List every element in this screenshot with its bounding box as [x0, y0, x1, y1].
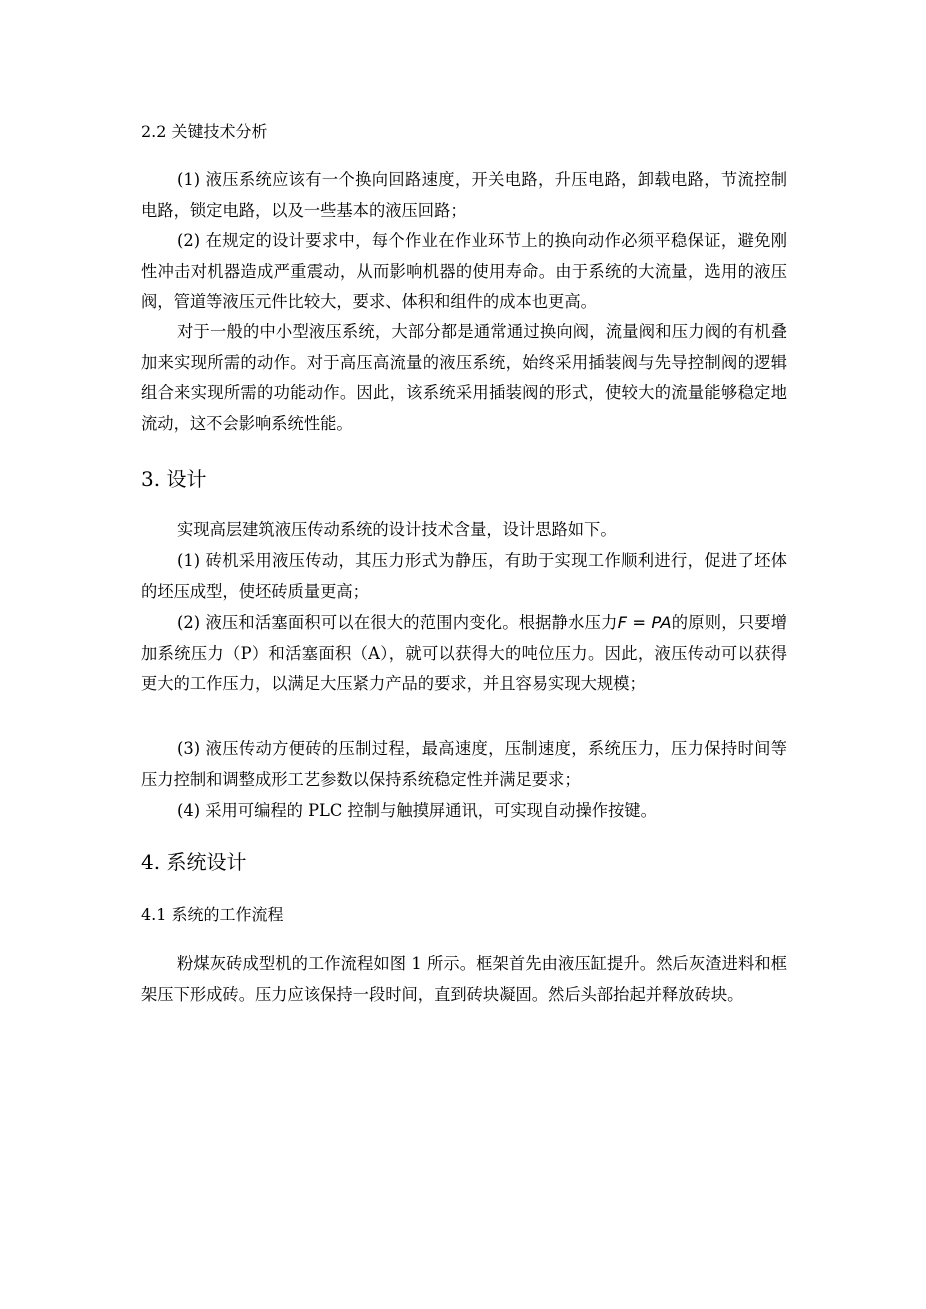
section-3-intro: 实现高层建筑液压传动系统的设计技术含量，设计思路如下。	[177, 520, 617, 539]
formula-equals: =	[627, 613, 652, 632]
paragraph-2-text-before: (2) 液压和活塞面积可以在很大的范围内变化。根据静水压力	[177, 613, 618, 632]
section-3-paragraph-2	[141, 608, 787, 700]
formula-lhs: F	[617, 613, 627, 632]
hydrostatic-formula	[618, 613, 672, 632]
section-2-2-heading: 2.2 关键技术分析	[141, 122, 268, 141]
paragraph-2-text-after: 的原则，只要增加系统压力（P）和活塞面积（A），就可以获得大的吨位压力。因此，液压传动可以获得更大的工作压力，以满足大压紧力产品的要求，并且容易实现大规模；	[141, 613, 787, 693]
section-3-paragraph-4: (4) 采用可编程的 PLC 控制与触摸屏通讯，可实现自动操作按键。	[177, 801, 657, 820]
section-3-heading: 3. 设计	[141, 467, 207, 491]
section-4-heading: 4. 系统设计	[141, 850, 247, 874]
formula-rhs: PA	[651, 613, 672, 632]
section-2-2-paragraph-3: 对于一般的中小型液压系统，大部分都是通常通过换向阀，流量阀和压力阀的有机叠加来实现所需的动作。对于高压高流量的液压系统，始终采用插装阀与先导控制阀的逻辑组合来实现所需的功能动作。因此，该系统采用插装阀的形式，使较大的流量能够稳定地流动，这不会影响系统性能。	[141, 322, 787, 433]
section-2-2-paragraph-1: (1) 液压系统应该有一个换向回路速度，开关电路，升压电路，卸载电路，节流控制电路，锁定电路，以及一些基本的液压回路；	[141, 170, 787, 220]
section-4-1-paragraph-1: 粉煤灰砖成型机的工作流程如图 1 所示。框架首先由液压缸提升。然后灰渣进料和框架压下形成砖。压力应该保持一段时间，直到砖块凝固。然后头部抬起并释放砖块。	[141, 954, 787, 1004]
section-3-paragraph-3: (3) 液压传动方便砖的压制过程，最高速度，压制速度，系统压力，压力保持时间等压力控制和调整成形工艺参数以保持系统稳定性并满足要求；	[141, 739, 787, 789]
section-2-2-paragraph-2: (2) 在规定的设计要求中，每个作业在作业环节上的换向动作必须平稳保证，避免刚性冲击对机器造成严重震动，从而影响机器的使用寿命。由于系统的大流量，选用的液压阀，管道等液压元件比较大，要求、体积和组件的成本也更高。	[141, 231, 787, 311]
section-4-1-heading: 4.1 系统的工作流程	[141, 905, 284, 924]
section-3-paragraph-1: (1) 砖机采用液压传动，其压力形式为静压，有助于实现工作顺利进行，促进了坯体的坯压成型，使坯砖质量更高；	[141, 551, 787, 601]
